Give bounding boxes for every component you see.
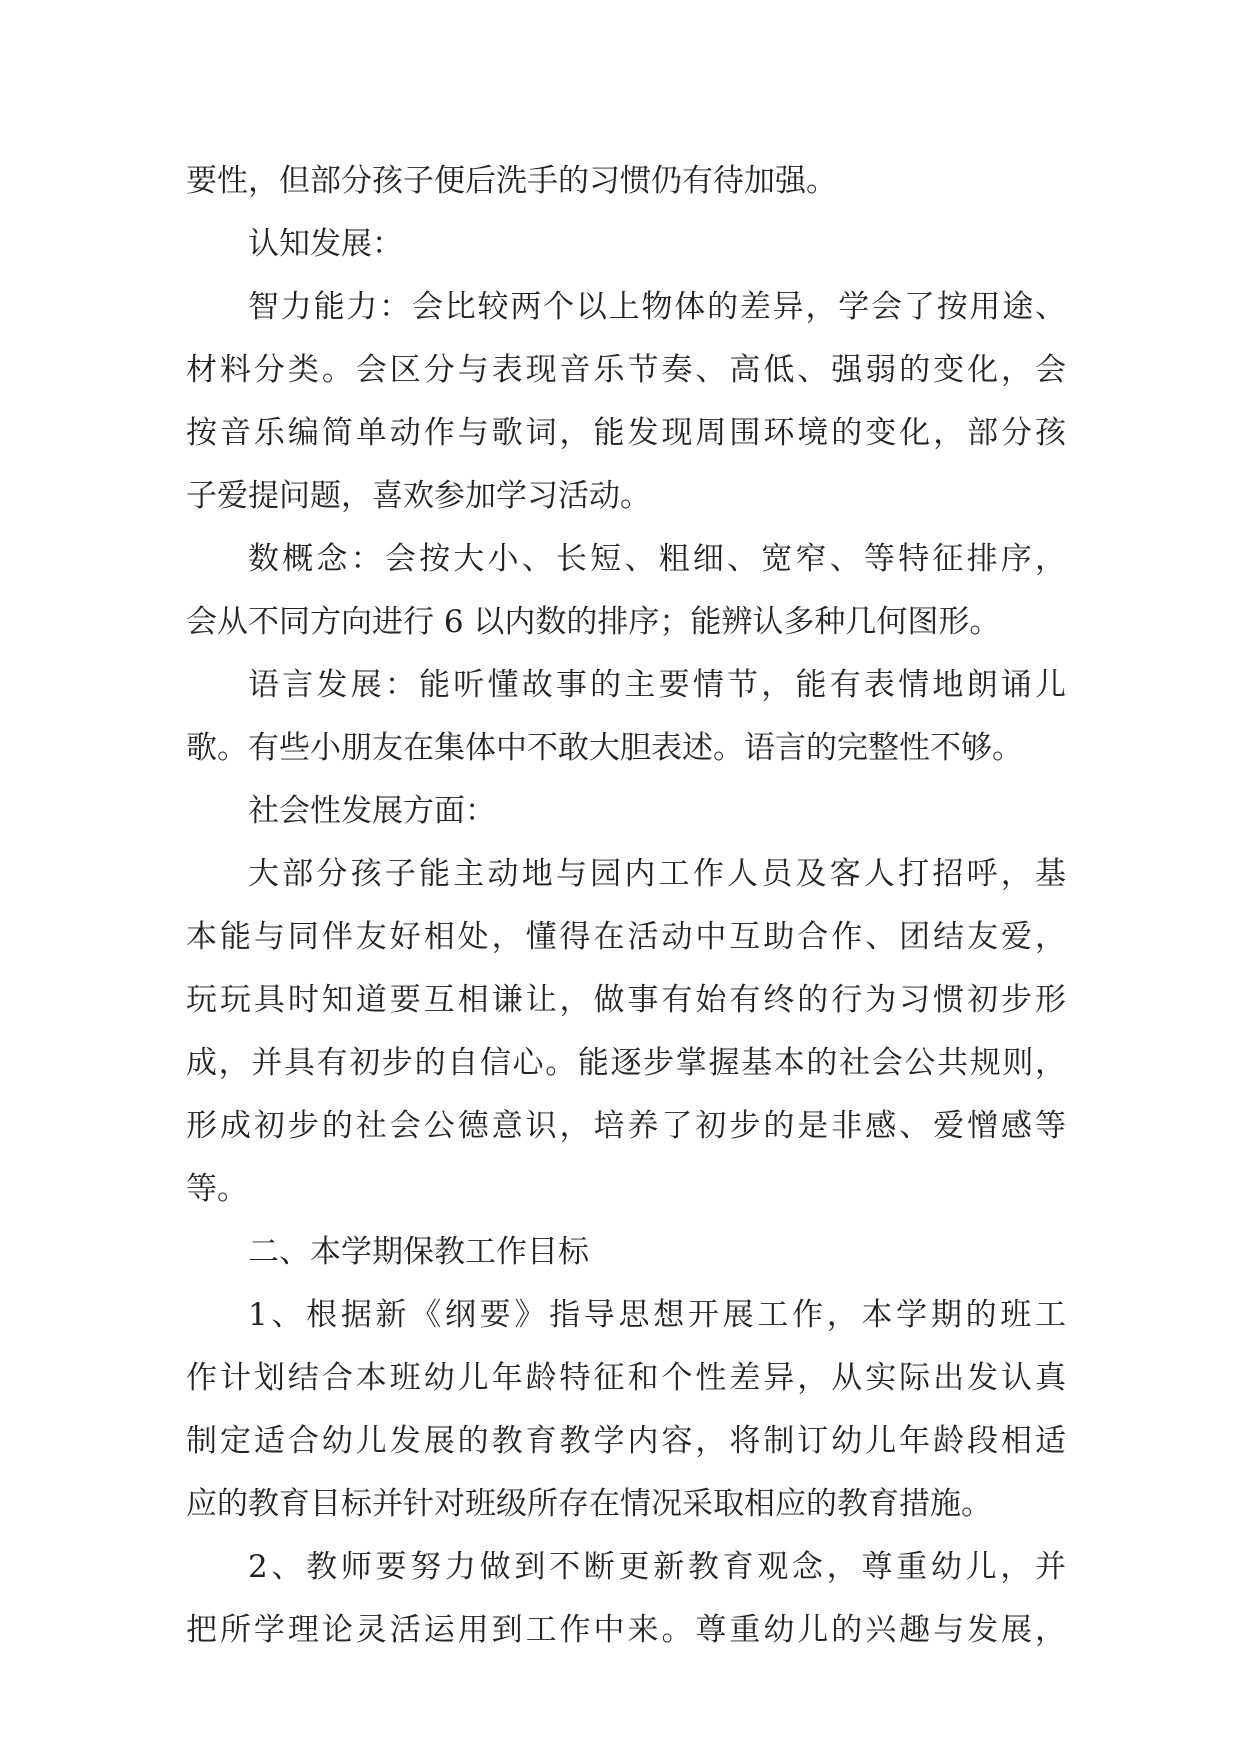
text-line: 社会性发展方面：: [248, 793, 496, 829]
text-line: 制定适合幼儿发展的教育教学内容，将制订幼儿年龄段相适: [186, 1423, 1066, 1459]
text-line: 2、教师要努力做到不断更新教育观念，尊重幼儿，并: [248, 1549, 1066, 1585]
text-line: 二、本学期保教工作目标: [248, 1234, 589, 1270]
text-line: 歌。有些小朋友在集体中不敢大胆表述。语言的完整性不够。: [186, 730, 1023, 766]
text-line: 玩玩具时知道要互相谦让，做事有始有终的行为习惯初步形: [186, 982, 1066, 1018]
text-line: 数概念：会按大小、长短、粗细、宽窄、等特征排序，: [248, 541, 1066, 577]
text-line: 材料分类。会区分与表现音乐节奏、高低、强弱的变化，会: [186, 352, 1066, 388]
text-line: 子爱提问题，喜欢参加学习活动。: [186, 478, 651, 514]
document-body: [186, 150, 1066, 1662]
text-line: 1、根据新《纲要》指导思想开展工作，本学期的班工: [248, 1297, 1066, 1333]
text-line: 成，并具有初步的自信心。能逐步掌握基本的社会公共规则，: [186, 1045, 1066, 1081]
text-line: 语言发展：能听懂故事的主要情节，能有表情地朗诵儿: [248, 667, 1066, 703]
text-line: 作计划结合本班幼儿年龄特征和个性差异，从实际出发认真: [186, 1360, 1066, 1396]
text-line: 会从不同方向进行 6 以内数的排序；能辨认多种几何图形。: [186, 604, 1001, 640]
text-line: 形成初步的社会公德意识，培养了初步的是非感、爱憎感等: [186, 1108, 1066, 1144]
text-line: 本能与同伴友好相处，懂得在活动中互助合作、团结友爱，: [186, 919, 1066, 955]
text-line: 要性，但部分孩子便后洗手的习惯仍有待加强。: [186, 163, 837, 199]
text-line: 等。: [186, 1171, 248, 1207]
text-line: 把所学理论灵活运用到工作中来。尊重幼儿的兴趣与发展，: [186, 1612, 1066, 1648]
text-line: 大部分孩子能主动地与园内工作人员及客人打招呼，基: [248, 856, 1066, 892]
text-line: 按音乐编简单动作与歌词，能发现周围环境的变化，部分孩: [186, 415, 1066, 451]
text-line: 智力能力：会比较两个以上物体的差异，学会了按用途、: [248, 289, 1066, 325]
text-line: 认知发展：: [248, 226, 403, 262]
text-line: 应的教育目标并针对班级所存在情况采取相应的教育措施。: [186, 1486, 992, 1522]
